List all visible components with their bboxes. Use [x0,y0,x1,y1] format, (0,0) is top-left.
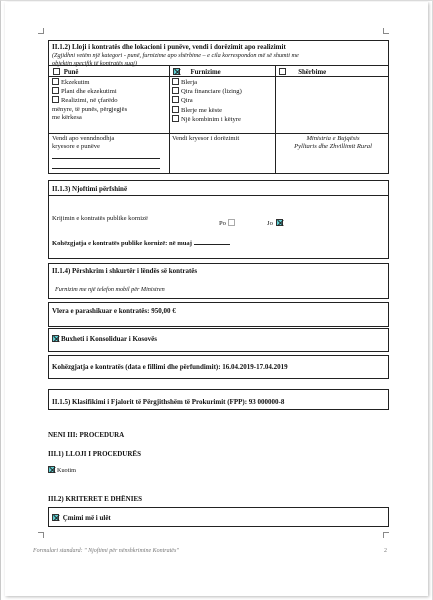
section-title: II.1.4) Përshkrim i shkurtër i lëndës së kontratës [52,267,198,275]
table-rule [169,65,170,173]
vendi-furnizime: Vendi kryesor i dorëzimit [172,135,240,142]
criteria-option: Çmimi më i ulët [52,514,111,523]
option-po: Po [219,219,237,228]
criteria-title: III.2) KRITERET E DHËNIES [48,495,143,503]
cpv-classification: II.1.5) Klasifikimi i Fjalorit të Përgjithshëm të Prokurimit (FPP): 93 000000-8 [52,398,285,406]
col-sherbime: Shërbime [279,68,326,76]
vendi-sherbime: Ministria e Bujqësis Pylltaris dhe Zhvillimit Rural [294,135,372,151]
checkbox-budget[interactable] [52,335,59,342]
section-contract-type [48,40,389,174]
section-description [48,263,389,299]
table-rule [49,76,388,77]
section-cpv [48,389,389,410]
fill-line [52,158,160,159]
pune-options: Ekzekutim Plani dhe ekzekutimi Realizimi, në çfarëdo mënyre, të punës, përgjegjës me kërkesa [52,79,128,121]
margin-corner [38,28,44,34]
col-pune: Punë [53,68,78,76]
checkbox[interactable] [172,78,179,85]
page-number: 2 [384,548,387,554]
vendi-pune: Vendi apo venndnodhja kryesore e punëve [52,135,115,151]
checkbox[interactable] [172,115,179,122]
checkbox-kuotim[interactable] [48,466,55,473]
form-footer: Formulari standard: " Njoftimi për nënshkrimine Kontratës" [33,548,179,554]
checkbox[interactable] [52,78,59,85]
table-rule [49,133,388,134]
table-rule [49,65,388,66]
table-rule [49,195,388,196]
contract-duration: Kohëzgjatja e kontratës (data e fillimi dhe përfundimit): 16.04.2019-17.04.2019 [52,363,288,371]
framework-label: Krijimin e kontratës publike kornizë [52,215,148,222]
description-text: Furnizim me një telefon mobil për Ministren [55,286,165,293]
section-title: II.1.3) Njoftimi përfshinë [52,185,128,193]
fill-line [52,168,160,169]
checkbox-sherbime[interactable] [279,68,286,75]
checkbox[interactable] [172,87,179,94]
checkbox[interactable] [172,96,179,103]
checkbox[interactable] [52,96,59,103]
checkbox[interactable] [52,87,59,94]
section-note: (Zgjidhni vetëm një kategori - punë, furnizime apo shërbime – e cila korrespondon më së shumti me [52,51,299,59]
option-jo: Jo [267,219,285,228]
checkbox-pune[interactable] [53,68,60,75]
procedure-option: Kuotim [48,466,76,475]
section-title: II.1.2) Lloji i kontratës dhe lokacioni i punëve, vendi i dorëzimit apo realizimit [52,43,286,51]
checkbox-cmimi[interactable] [52,514,59,521]
table-rule [275,65,276,173]
section-value [48,302,389,327]
furnizime-options: Blerja Qira financiare (lizing) Qira Blerje me këste Një kombinim i këtyre [172,78,242,124]
framework-duration: Kohëzgjatja e kontratës publike kornizë: në muaj [52,240,230,248]
checkbox-jo[interactable] [276,219,283,226]
budget-option: Buxheti i Konsoliduar i Kosovës [52,335,157,344]
estimated-value: Vlera e parashikuar e kontratës: 950,00 € [52,307,176,315]
col-furnizime: Furnizime [173,68,221,76]
section-note: objektin specifik të kontratës suaj) [52,59,137,67]
checkbox-furnizime[interactable] [173,68,180,75]
margin-corner [383,532,389,538]
section-njoftimi [48,180,389,259]
section-budget [48,328,389,352]
checkbox[interactable] [172,106,179,113]
procedure-type-title: III.1) LLOJI I PROCEDURËS [48,450,141,458]
chapter-title: NENI III: PROCEDURA [48,431,125,439]
margin-corner [383,28,389,34]
margin-corner [38,532,44,538]
checkbox-po[interactable] [228,219,235,226]
section-duration [48,355,389,379]
section-criteria [48,507,389,527]
